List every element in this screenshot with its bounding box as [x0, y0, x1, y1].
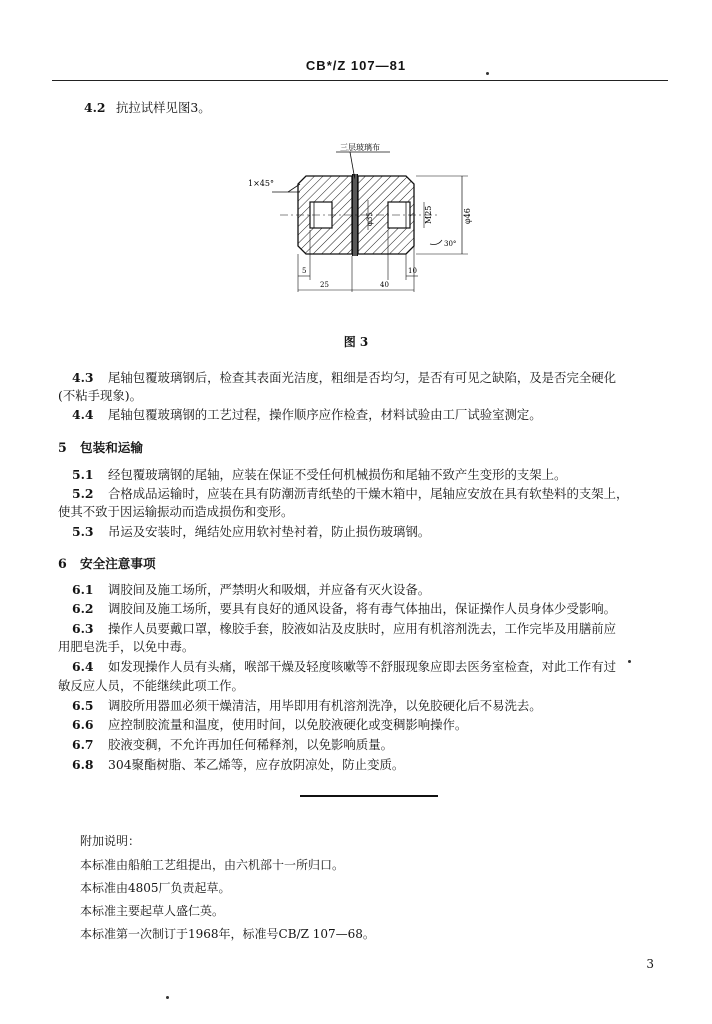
clause-6-7 [72, 736, 393, 754]
clause-5-2 [72, 485, 628, 503]
clause-6-5 [72, 697, 542, 715]
clause-6-3-cont: 用肥皂洗手，以免中毒。 [58, 639, 195, 654]
notes-line-4: 本标准第一次制订于1968年，标准号CB/Z 107—68。 [80, 927, 375, 941]
clause-text: 304聚酯树脂、苯乙烯等，应存放阴凉处，防止变质。 [108, 757, 405, 772]
clause-number: 4.4 [72, 407, 94, 422]
clause-number: 5.1 [72, 467, 94, 482]
width-40-label: 40 [380, 281, 389, 289]
clause-number: 6.6 [72, 717, 94, 732]
clause-text-line1: 操作人员要戴口罩，橡胶手套，胶液如沾及皮肤时，应用有机溶剂洗去，工作完毕及用膳前应 [108, 621, 617, 636]
width-10-label: 10 [408, 267, 417, 275]
notes-line-3: 本标准主要起草人盛仁英。 [80, 904, 225, 918]
notes-line-1: 本标准由船舶工艺组提出，由六机部十一所归口。 [80, 858, 345, 872]
clause-4-3-cont: (不粘手现象)。 [58, 388, 143, 403]
tensile-specimen-svg [240, 140, 490, 300]
clause-6-4-cont: 敏反应人员，不能继续此项工作。 [58, 678, 244, 693]
clause-4-4 [72, 406, 542, 424]
clause-text: 调胶所用器皿必须干燥清洁，用毕即用有机溶剂洗净，以免胶硬化后不易洗去。 [108, 698, 542, 713]
clause-text: 吊运及安装时，绳结处应用软衬垫衬着，防止损伤玻璃钢。 [108, 524, 431, 539]
clause-6-3 [72, 620, 616, 638]
clause-number: 4.2 [84, 100, 106, 115]
speck [486, 72, 489, 75]
clause-number: 6.7 [72, 737, 94, 752]
width-25-label: 25 [320, 281, 329, 289]
width-5-label: 5 [302, 267, 307, 275]
section-title: 安全注意事项 [80, 556, 156, 571]
standard-code-header: CB*/Z 107—81 [305, 58, 407, 73]
clause-text: 调胶间及施工场所，严禁明火和吸烟，并应备有灭火设备。 [108, 582, 431, 597]
page-number: 3 [646, 957, 654, 971]
section-title: 包装和运输 [80, 440, 143, 455]
clause-number: 5.3 [72, 524, 94, 539]
clause-text-line1: 尾轴包覆玻璃钢后，检查其表面光洁度，粗细是否均匀，是否有可见之缺陷，及是否完全硬化 [108, 370, 617, 385]
clause-text: 应控制胶流量和温度，使用时间，以免胶液硬化或变稠影响操作。 [108, 717, 468, 732]
diameter-46-label: φ46 [463, 208, 472, 224]
clause-6-4 [72, 658, 616, 676]
section-5-heading [58, 437, 143, 456]
clause-6-1 [72, 581, 430, 599]
clause-number: 5.2 [72, 486, 94, 501]
chamfer-label: 1×45° [248, 179, 274, 188]
clause-text: 经包覆玻璃钢的尾轴，应装在保证不受任何机械损伤和尾轴不致产生变形的支架上。 [108, 467, 567, 482]
speck [166, 996, 169, 999]
clause-number: 6.1 [72, 582, 94, 597]
clause-text-line1: 合格成品运输时，应装在具有防潮沥青纸垫的干燥木箱中，尾轴应安放在具有软垫料的支架上， [108, 486, 629, 501]
clause-6-6 [72, 716, 467, 734]
figure-caption: 图 3 [343, 335, 369, 349]
clause-6-2 [72, 600, 616, 618]
header-rule [52, 80, 668, 81]
clause-number: 6.4 [72, 659, 94, 674]
clause-6-8 [72, 756, 404, 774]
section-6-heading [58, 553, 156, 572]
figure-3-drawing [240, 140, 490, 300]
clause-text: 调胶间及施工场所，要具有良好的通风设备，将有毒气体抽出，保证操作人员身体少受影响。 [108, 601, 617, 616]
thread-size-label: M25 [424, 205, 433, 224]
clause-5-3 [72, 523, 430, 541]
clause-number: 6.3 [72, 621, 94, 636]
clause-text-line1: 如发现操作人员有头痛，喉部干燥及轻度咳嗽等不舒服现象应即去医务室检查，对此工作有过 [108, 659, 617, 674]
notes-line-2: 本标准由4805厂负责起草。 [80, 881, 231, 895]
clause-text: 胶液变稠，不允许再加任何稀释剂，以免影响质量。 [108, 737, 393, 752]
clause-text: 尾轴包覆玻璃钢的工艺过程，操作顺序应作检查，材料试验由工厂试验室测定。 [108, 407, 542, 422]
diameter-35-label: φ35 [366, 212, 374, 226]
clause-5-1 [72, 466, 566, 484]
clause-number: 6.2 [72, 601, 94, 616]
clause-4-2 [84, 99, 211, 117]
section-number: 6 [58, 556, 67, 571]
clause-number: 6.5 [72, 698, 94, 713]
clause-4-3 [72, 369, 616, 387]
callout-label: 三层玻璃布 [340, 143, 380, 152]
clause-5-2-cont: 使其不致于因运输振动而造成损伤和变形。 [58, 504, 294, 519]
clause-number: 6.8 [72, 757, 94, 772]
notes-heading: 附加说明： [80, 834, 141, 848]
section-number: 5 [58, 440, 67, 455]
speck [628, 660, 631, 663]
clause-number: 4.3 [72, 370, 94, 385]
clause-text: 抗拉试样见图3。 [116, 100, 211, 115]
end-rule [300, 795, 438, 797]
angle-label: 30° [444, 240, 457, 248]
